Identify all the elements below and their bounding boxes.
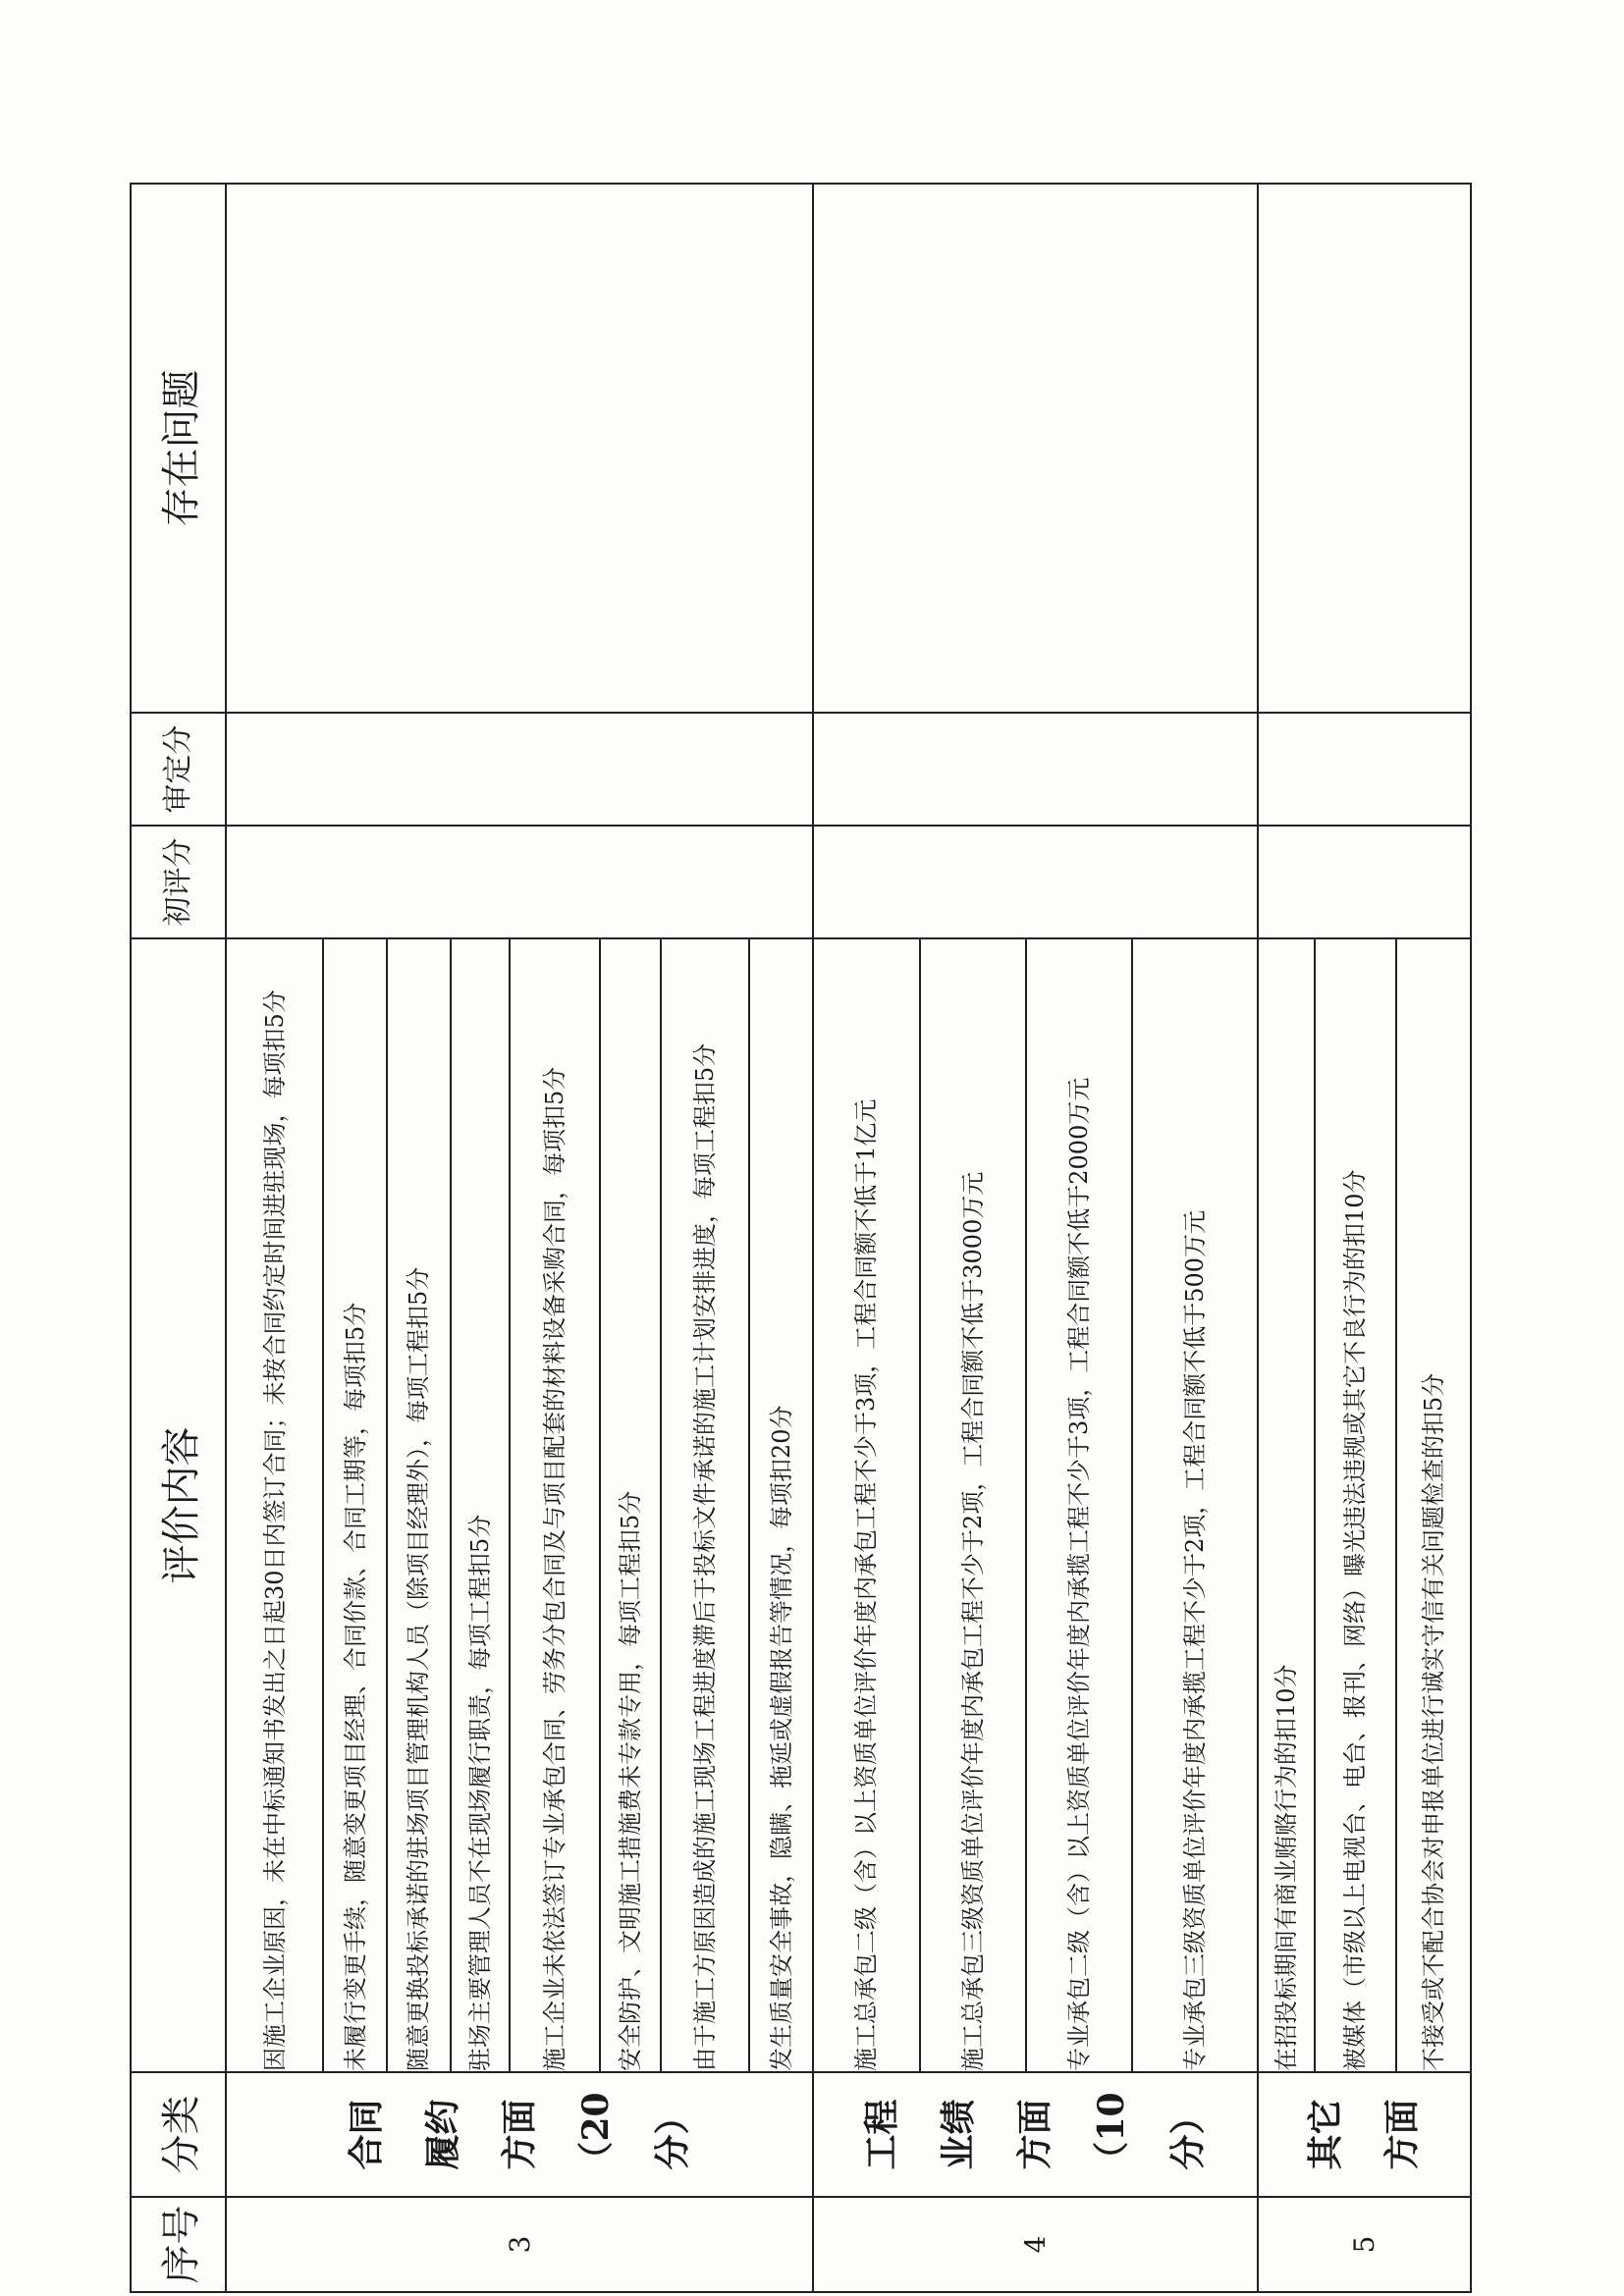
final-score-cell[interactable] [813,713,1258,826]
criteria-item: 随意更换投标承诺的驻场项目管理机构人员（除项目经理外），每项工程扣5分 [387,938,451,2072]
criteria-item: 施工总承包二级（含）以上资质单位评价年度内承包工程不少于3项，工程合同额不低于1亿元 [813,938,919,2072]
criteria-item: 由于施工方原因造成的施工现场工程进度滞后于投标文件承诺的施工计划安排进度，每项工程扣5分 [661,938,749,2072]
final-score-cell[interactable] [226,713,813,826]
section-seq: 5 [1258,2197,1471,2292]
category-line: 其它 [1305,2099,1347,2170]
section-category [226,2072,813,2197]
criteria-item: 被媒体（市级以上电视台、电台、报刊、网络）曝光违法违规或其它不良行为的扣10分 [1315,938,1396,2072]
criteria-item: 安全防护、文明施工措施费未专款专用，每项工程扣5分 [600,938,661,2072]
criteria-item: 专业承包二级（含）以上资质单位评价年度内承揽工程不少于3项，工程合同额不低于2000万元 [1026,938,1132,2072]
criteria-item: 在招投标期间有商业贿赂行为的扣10分 [1258,938,1315,2072]
criteria-item: 发生质量安全事故，隐瞒、拖延或虚假报告等情况，每项扣20分 [749,938,813,2072]
header-final-score: 审定分 [131,713,226,826]
table-row [226,184,323,2292]
category-line: （10分） [1091,2092,1210,2177]
criteria-item: 专业承包三级资质单位评价年度内承揽工程不少于2项，工程合同额不低于500万元 [1132,938,1257,2072]
section-seq: 4 [813,2197,1258,2292]
header-seq: 序号 [131,2197,226,2292]
category-line: （20分） [575,2092,694,2177]
section-seq: 3 [226,2197,813,2292]
criteria-item: 施工总承包三级资质单位评价年度内承包工程不少于2项，工程合同额不低于3000万元 [920,938,1026,2072]
criteria-item: 驻场主要管理人员不在现场履行职责，每项工程扣5分 [451,938,510,2072]
category-line: 方面 [1381,2099,1424,2170]
category-line: 方面 [499,2099,541,2170]
evaluation-table [130,183,1472,2293]
issues-cell[interactable] [1258,184,1471,713]
issues-cell[interactable] [813,184,1258,713]
criteria-item: 未履行变更手续，随意变更项目经理、合同价款、合同工期等，每项扣5分 [323,938,387,2072]
table-row [813,184,919,2292]
initial-score-cell[interactable] [226,826,813,938]
header-content: 评价内容 [131,938,226,2072]
header-category: 分类 [131,2072,226,2197]
header-initial-score: 初评分 [131,826,226,938]
final-score-cell[interactable] [1258,713,1471,826]
category-line: 业绩 [938,2099,980,2170]
criteria-item: 因施工企业原因，未在中标通知书发出之日起30日内签订合同；未按合同约定时间进驻现场，每项扣5分 [226,938,323,2072]
header-row [131,184,226,2292]
criteria-item: 不接受或不配合协会对申报单位进行诚实守信有关问题检查的扣5分 [1396,938,1471,2072]
category-line: 履约 [422,2099,464,2170]
criteria-item: 施工企业未依法签订专业承包合同、劳务分包合同及与项目配套的材料设备采购合同，每项扣5分 [510,938,600,2072]
header-issues: 存在问题 [131,184,226,713]
category-line: 合同 [346,2099,388,2170]
initial-score-cell[interactable] [813,826,1258,938]
initial-score-cell[interactable] [1258,826,1471,938]
category-line: 工程 [861,2099,903,2170]
category-line: 方面 [1014,2099,1056,2170]
section-category [813,2072,1258,2197]
issues-cell[interactable] [226,184,813,713]
section-category [1258,2072,1471,2197]
table-row [1258,184,1315,2292]
